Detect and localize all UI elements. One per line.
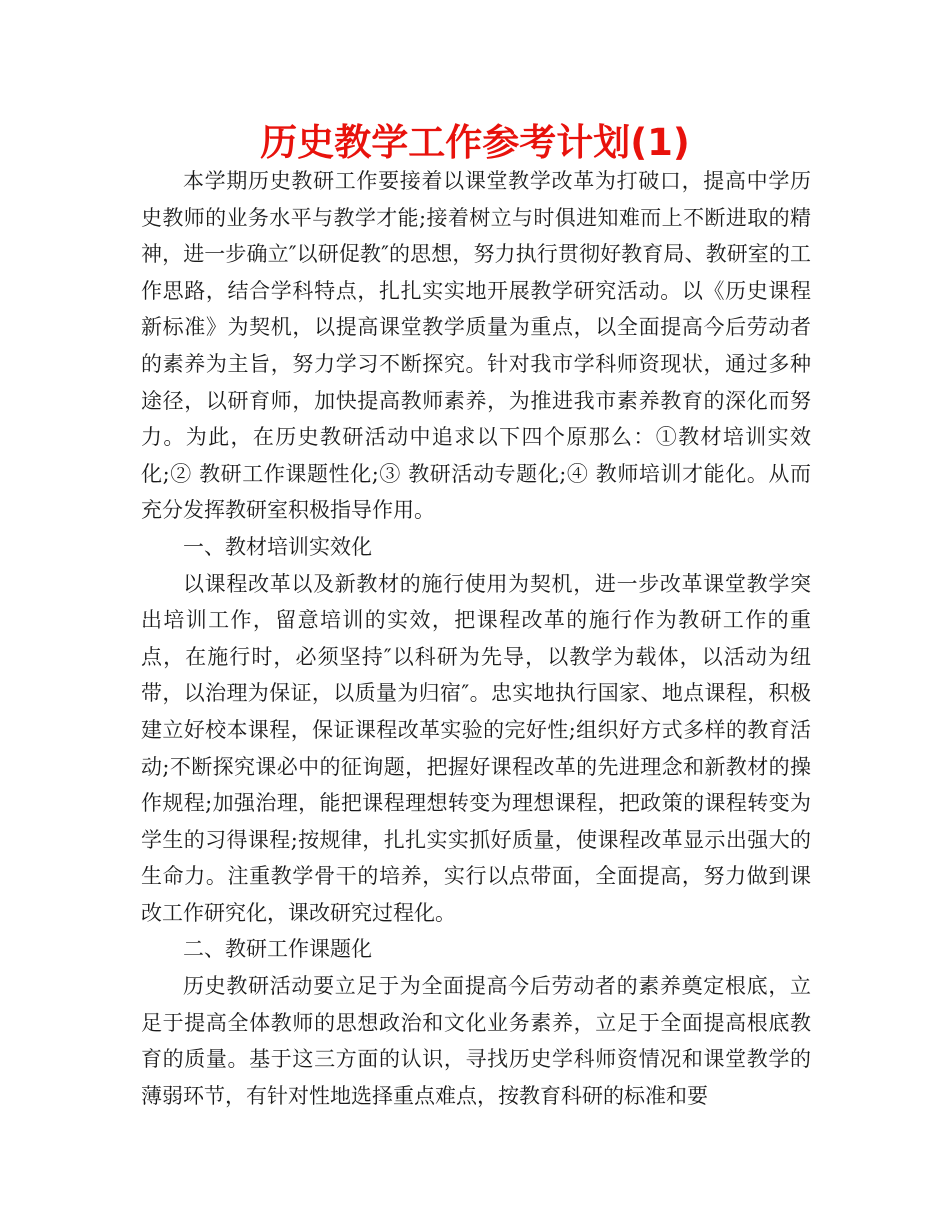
paragraph-section-2: 历史教研活动要立足于为全面提高今后劳动者的素养奠定根底，立足于提高全体教师的思想政治和文化业务素养，立足于全面提高根底教育的质量。基于这三方面的认识，寻找历史学科师资情况和课堂教学的薄弱环节，有针对性地选择重点难点，按教育科研的标准和要: [141, 974, 811, 1108]
section-heading-2: 二、教研工作课题化: [183, 937, 372, 962]
document-body: [141, 163, 811, 1114]
document-title: 历史教学工作参考计划(1): [260, 121, 690, 164]
paragraph-section-1: 以课程改革以及新教材的施行使用为契机，进一步改革课堂教学突出培训工作，留意培训的实效，把课程改革的施行作为教研工作的重点，在施行时，必须坚持″以科研为先导，以教学为载体，以活动为纽带，以治理为保证，以质量为归宿″。忠实地执行国家、地点课程，积极建立好校本课程，保证课程改革实验的完好性;组织好方式多样的教育活动;不断探究课必中的征询题，把握好课程改革的先进理念和新教材的操作规程;加强治理，能把课程理想转变为理想课程，把政策的课程转变为学生的习得课程;按规律，扎扎实实抓好质量，使课程改革显示出强大的生命力。注重教学骨干的培养，实行以点带面，全面提高，努力做到课改工作研究化，课改研究过程化。: [141, 571, 811, 925]
paragraph-intro: 本学期历史教研工作要接着以课堂教学改革为打破口，提高中学历史教师的业务水平与教学才能;接着树立与时俱进知难而上不断进取的精神，进一步确立″以研促教″的思想，努力执行贯彻好教育局、教研室的工作思路，结合学科特点，扎扎实实地开展教学研究活动。以《历史课程新标准》为契机，以提高课堂教学质量为重点，以全面提高今后劳动者的素养为主旨，努力学习不断探究。针对我市学科师资现状，通过多种途径，以研育师，加快提高教师素养，为推进我市素养教育的深化而努力。为此，在历史教研活动中追求以下四个原那么：①教材培训实效化;② 教研工作课题性化;③ 教研活动专题化;④ 教师培训才能化。从而充分发挥教研室积极指导作用。: [141, 169, 811, 523]
section-heading-1: 一、教材培训实效化: [183, 534, 372, 559]
